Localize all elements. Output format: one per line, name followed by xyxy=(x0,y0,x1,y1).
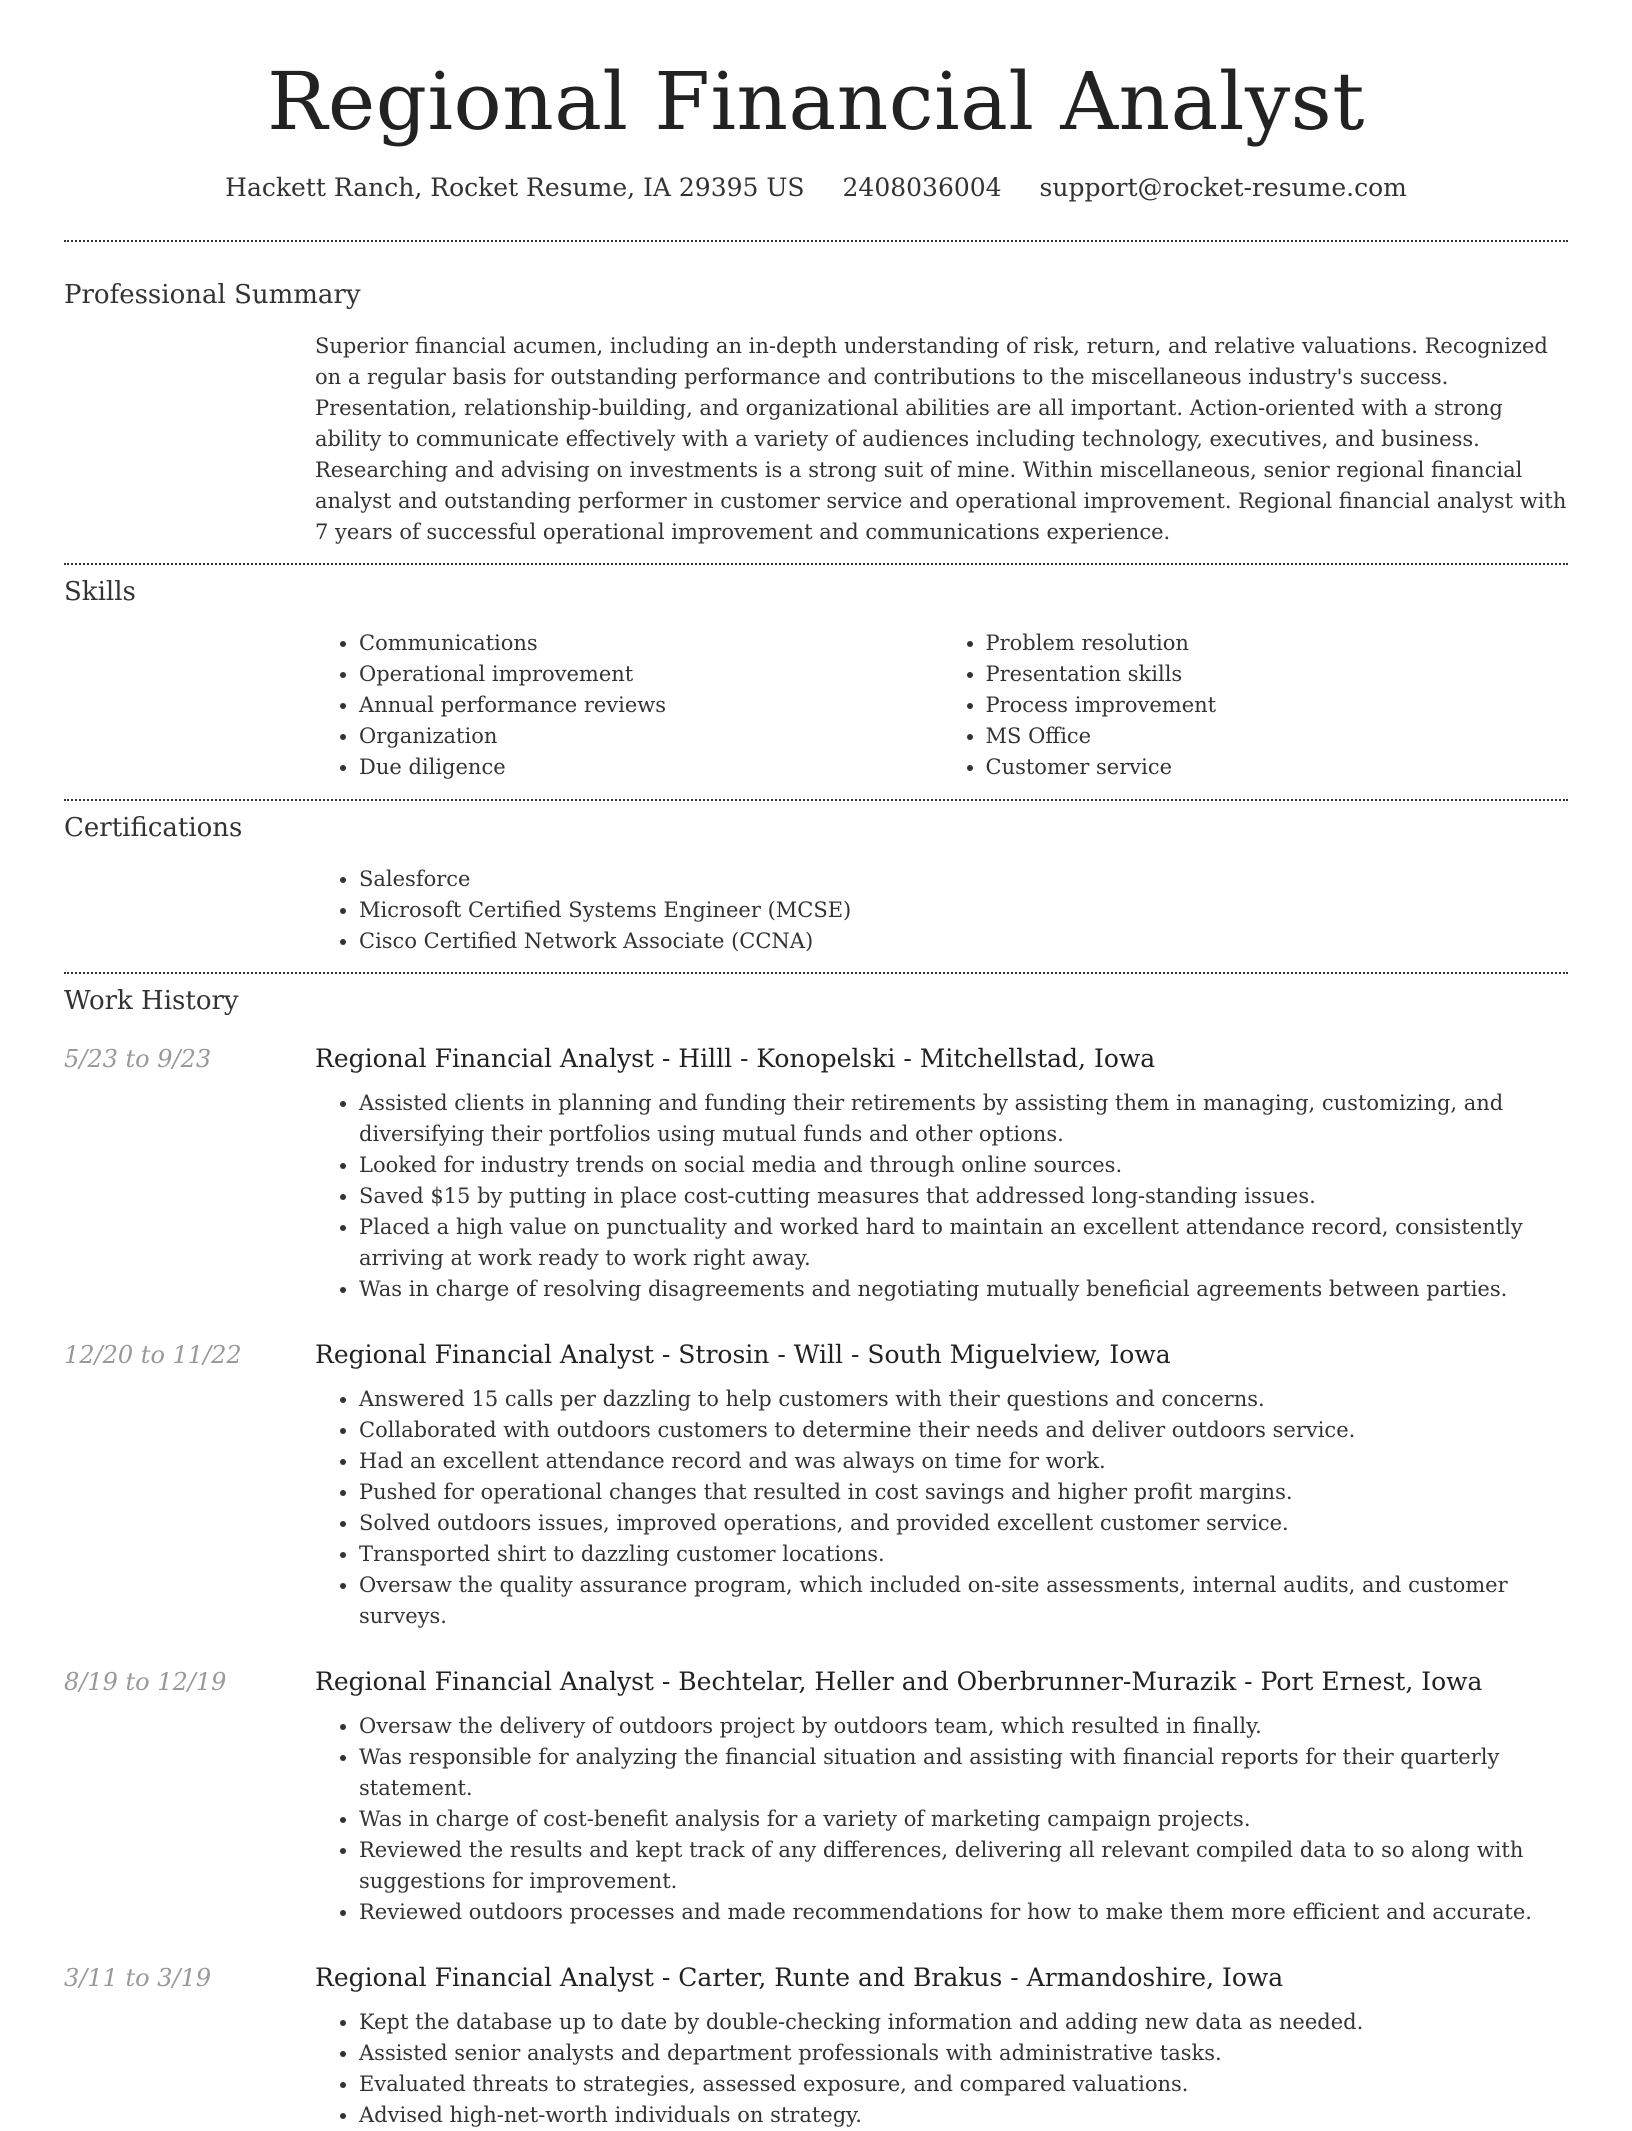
job-details xyxy=(315,1961,1568,2131)
job-bullet: • Saved $15 by putting in place cost-cutting measures that addressed long-standing issues. xyxy=(359,1181,1568,1212)
certification-item: • Salesforce xyxy=(359,864,1568,895)
job-bullet: • Evaluated threats to strategies, assessed exposure, and compared valuations. xyxy=(359,2069,1568,2100)
job-dates: 12/20 to 11/22 xyxy=(64,1341,242,1369)
job-bullet: • Looked for industry trends on social media and through online sources. xyxy=(359,1150,1568,1181)
job-bullets xyxy=(315,1711,1568,1928)
job-bullet: • Was in charge of resolving disagreements and negotiating mutually beneficial agreements between parties. xyxy=(359,1274,1568,1305)
section-title-skills: Skills xyxy=(64,577,136,607)
skill-item: • Process improvement xyxy=(986,690,1569,721)
job-entry xyxy=(64,1338,1568,1632)
divider xyxy=(64,799,1568,801)
skill-item: • Annual performance reviews xyxy=(359,690,942,721)
job-entry xyxy=(64,1042,1568,1305)
section-title-work-history: Work History xyxy=(64,986,239,1016)
job-title: Regional Financial Analyst - Carter, Runte and Brakus - Armandoshire, Iowa xyxy=(315,1963,1284,1992)
skill-item: • Organization xyxy=(359,721,942,752)
job-entry xyxy=(64,1961,1568,2131)
divider xyxy=(64,240,1568,242)
job-bullet: • Was responsible for analyzing the financial situation and assisting with financial reports for their quarterly statement. xyxy=(359,1742,1568,1804)
skill-item: • Customer service xyxy=(986,752,1569,783)
divider xyxy=(64,972,1568,974)
certifications-list xyxy=(315,864,1568,957)
job-title: Regional Financial Analyst - Hilll - Konopelski - Mitchellstad, Iowa xyxy=(315,1044,1156,1073)
job-details xyxy=(315,1665,1568,1928)
skills-list-left xyxy=(315,628,942,783)
contact-email: support@rocket-resume.com xyxy=(1039,173,1407,202)
job-dates: 3/11 to 3/19 xyxy=(64,1964,212,1992)
resume-name: Regional Financial Analyst xyxy=(267,55,1365,148)
section-title-certifications: Certifications xyxy=(64,813,243,843)
skills-list-right xyxy=(942,628,1569,783)
skill-item: • Communications xyxy=(359,628,942,659)
job-title: Regional Financial Analyst - Strosin - Will - South Miguelview, Iowa xyxy=(315,1340,1171,1369)
job-bullet: • Placed a high value on punctuality and worked hard to maintain an excellent attendance record, consistently arriving at work ready to work right away. xyxy=(359,1212,1568,1274)
job-bullet: • Oversaw the quality assurance program, which included on-site assessments, internal audits, and customer surveys. xyxy=(359,1570,1568,1632)
job-bullet: • Advised high-net-worth individuals on strategy. xyxy=(359,2100,1568,2131)
job-bullet: • Assisted clients in planning and funding their retirements by assisting them in managing, customizing, and diversifying their portfolios using mutual funds and other options. xyxy=(359,1088,1568,1150)
job-bullet: • Was in charge of cost-benefit analysis for a variety of marketing campaign projects. xyxy=(359,1804,1568,1835)
job-bullet: • Reviewed the results and kept track of any differences, delivering all relevant compiled data to so along with suggestions for improvement. xyxy=(359,1835,1568,1897)
job-bullet: • Assisted senior analysts and department professionals with administrative tasks. xyxy=(359,2038,1568,2069)
certification-item: • Microsoft Certified Systems Engineer (MCSE) xyxy=(359,895,1568,926)
contact-phone: 2408036004 xyxy=(842,173,1002,202)
job-bullet: • Oversaw the delivery of outdoors project by outdoors team, which resulted in finally. xyxy=(359,1711,1568,1742)
skill-item: • Operational improvement xyxy=(359,659,942,690)
job-bullet: • Reviewed outdoors processes and made recommendations for how to make them more efficient and accurate. xyxy=(359,1897,1568,1928)
job-bullets xyxy=(315,1088,1568,1305)
skill-item: • MS Office xyxy=(986,721,1569,752)
job-bullet: • Answered 15 calls per dazzling to help customers with their questions and concerns. xyxy=(359,1384,1568,1415)
contact-line xyxy=(64,170,1568,206)
summary-section xyxy=(64,278,1568,548)
job-bullet: • Pushed for operational changes that resulted in cost savings and higher profit margins. xyxy=(359,1477,1568,1508)
skills-grid xyxy=(315,628,1568,783)
job-bullets xyxy=(315,2007,1568,2131)
summary-text: Superior financial acumen, including an in-depth understanding of risk, return, and relative valuations. Recognized on a regular basis for outstanding performance and contributions to the miscellaneous industry's success. Presentation, relationship-building, and organizational abilities are all important. Action-oriented with a strong ability to communicate effectively with a variety of audiences including technology, executives, and business. Researching and advising on investments is a strong suit of mine. Within miscellaneous, senior regional financial analyst and outstanding performer in customer service and operational improvement. Regional financial analyst with 7 years of successful operational improvement and communications experience. xyxy=(315,334,1567,544)
job-details xyxy=(315,1042,1568,1305)
section-title-summary: Professional Summary xyxy=(64,280,361,310)
summary-body xyxy=(315,331,1568,548)
job-bullet: • Collaborated with outdoors customers to determine their needs and deliver outdoors service. xyxy=(359,1415,1568,1446)
resume-page xyxy=(64,0,1568,2131)
job-bullet: • Transported shirt to dazzling customer locations. xyxy=(359,1539,1568,1570)
work-history-section xyxy=(64,984,1568,2131)
skill-item: • Presentation skills xyxy=(986,659,1569,690)
job-dates: 8/19 to 12/19 xyxy=(64,1668,227,1696)
skills-section xyxy=(64,575,1568,783)
certification-item: • Cisco Certified Network Associate (CCNA) xyxy=(359,926,1568,957)
certifications-section xyxy=(64,811,1568,957)
skill-item: • Problem resolution xyxy=(986,628,1569,659)
job-bullet: • Had an excellent attendance record and was always on time for work. xyxy=(359,1446,1568,1477)
contact-address: Hackett Ranch, Rocket Resume, IA 29395 US xyxy=(225,173,805,202)
job-bullet: • Solved outdoors issues, improved operations, and provided excellent customer service. xyxy=(359,1508,1568,1539)
job-bullet: • Kept the database up to date by double-checking information and adding new data as needed. xyxy=(359,2007,1568,2038)
job-bullets xyxy=(315,1384,1568,1632)
certifications-body xyxy=(315,864,1568,957)
job-title: Regional Financial Analyst - Bechtelar, Heller and Oberbrunner-Murazik - Port Ernest, Iowa xyxy=(315,1667,1483,1696)
job-details xyxy=(315,1338,1568,1632)
divider xyxy=(64,563,1568,565)
job-dates: 5/23 to 9/23 xyxy=(64,1045,212,1073)
job-entry xyxy=(64,1665,1568,1928)
skill-item: • Due diligence xyxy=(359,752,942,783)
